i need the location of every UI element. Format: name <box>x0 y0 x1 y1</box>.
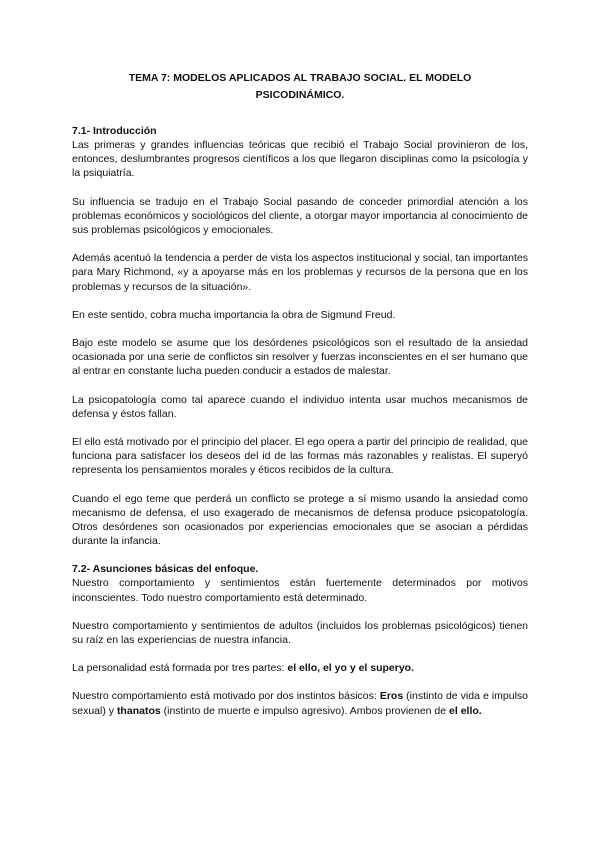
paragraph: Además acentuó la tendencia a perder de vista los aspectos institucional y social, tan importantes para Mary Richmond, «y a apoyarse más en los problemas y recursos de la persona que en los problemas y recursos de la situación». <box>72 252 528 293</box>
document-title <box>72 70 528 104</box>
text-run: Nuestro comportamiento está motivado por dos instintos básicos: <box>72 690 380 703</box>
paragraph: Bajo este modelo se asume que los desórdenes psicológicos son el resultado de la ansiedad ocasionada por una serie de conflictos sin resolver y fuerzas inconscientes en el ser humano que al entrar en constante lucha pueden conducir a estados de malestar. <box>72 337 528 378</box>
paragraph: El ello está motivado por el principio del placer. El ego opera a partir del principio de realidad, que funciona para satisfacer los deseos del id de las formas más razonables y realistas. El superyó representa los pensamientos morales y éticos recibidos de la cultura. <box>72 436 528 477</box>
bold-text-run: el ello, el yo y el superyo. <box>287 662 415 675</box>
bold-text-run: Eros <box>379 690 404 703</box>
text-run: (instinto de vida e impulso sexual) y <box>72 690 528 717</box>
paragraph: Su influencia se tradujo en el Trabajo Social pasando de conceder primordial atención a los problemas económicos y sociológicos del cliente, a otorgar mayor importancia al conocimiento de sus problemas psicológicos y emocionales. <box>72 195 528 237</box>
bold-text-run: thanatos <box>116 704 161 717</box>
paragraph: Nuestro comportamiento y sentimientos de adultos (incluidos los problemas psicológicos) tienen su raíz en las experiencias de nuestra infancia. <box>72 619 528 647</box>
text-run: (instinto de muerte e impulso agresivo). Ambos provienen de <box>160 704 450 717</box>
bold-text-run: el ello. <box>449 704 482 717</box>
title-line-1: TEMA 7: MODELOS APLICADOS AL TRABAJO SOCIAL. EL MODELO <box>128 72 472 84</box>
title-line-2: PSICODINÁMICO. <box>255 89 345 101</box>
paragraph: En este sentido, cobra mucha importancia la obra de Sigmund Freud. <box>72 308 396 321</box>
paragraph-personalidad <box>72 661 528 675</box>
paragraph: Cuando el ego teme que perderá un conflicto se protege a sí mismo usando la ansiedad como mecanismo de defensa, el uso exagerado de mecanismos de defensa produce psicopatología. Otros desórdenes son ocasionados por experiencias emocionales que se asocian a pérdidas durante la infancia. <box>72 492 528 548</box>
section-heading-asunciones: 7.2- Asunciones básicas del enfoque. <box>72 563 259 576</box>
text-run: La personalidad está formada por tres partes: <box>72 662 288 675</box>
paragraph-instintos <box>72 689 528 717</box>
paragraph: Las primeras y grandes influencias teóricas que recibió el Trabajo Social provinieron de los, entonces, deslumbrantes progresos científicos a los que llegaron disciplinas como la psicología y la psiquiatría. <box>72 139 528 180</box>
paragraph: Nuestro comportamiento y sentimientos están fuertemente determinados por motivos inconscientes. Todo nuestro comportamiento está determinado. <box>72 577 528 604</box>
section-heading-introduccion: 7.1- Introducción <box>72 125 157 137</box>
paragraph: La psicopatología como tal aparece cuando el individuo intenta usar muchos mecanismos de defensa y éstos fallan. <box>72 393 528 420</box>
